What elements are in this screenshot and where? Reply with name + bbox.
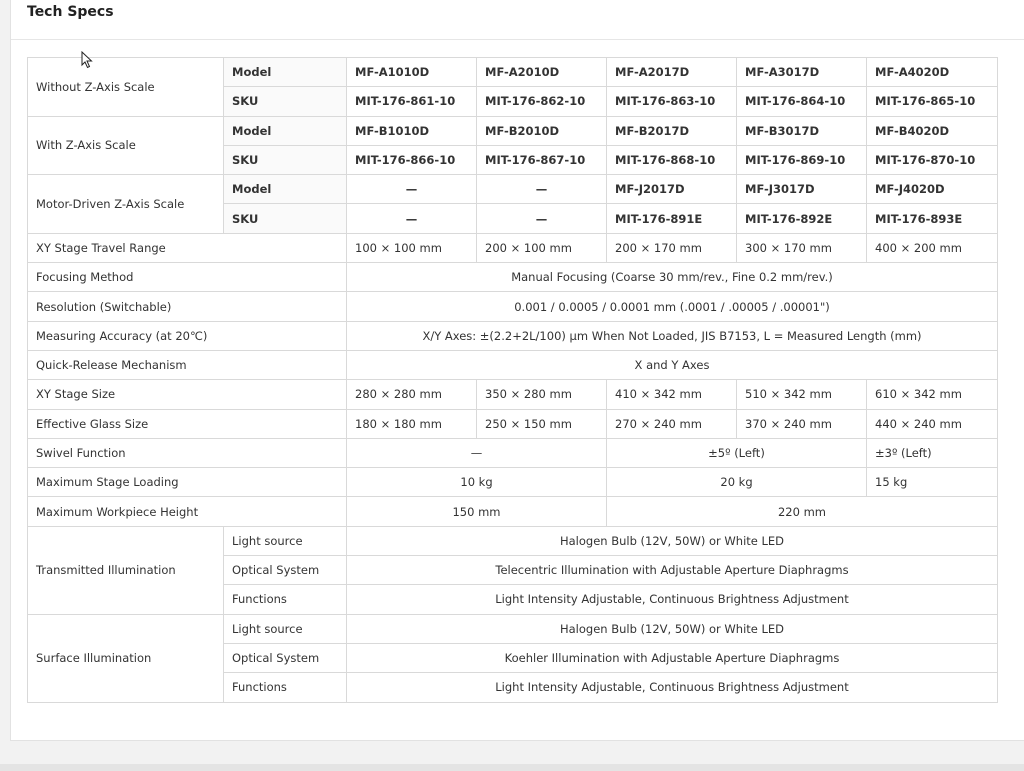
sku-cell: MIT-176-864-10 <box>737 87 867 116</box>
sub-label: Functions <box>224 673 347 702</box>
sku-label: SKU <box>224 145 347 174</box>
spec-label: Quick-Release Mechanism <box>28 350 347 379</box>
table-row <box>28 497 998 526</box>
spec-value: 200 × 100 mm <box>477 233 607 262</box>
sku-cell: — <box>477 204 607 233</box>
table-row <box>28 380 998 409</box>
spec-value: X/Y Axes: ±(2.2+2L/100) µm When Not Loaded, JIS B7153, L = Measured Length (mm) <box>347 321 998 350</box>
spec-value: 280 × 280 mm <box>347 380 477 409</box>
sub-label: Light source <box>224 526 347 555</box>
spec-value: 180 × 180 mm <box>347 409 477 438</box>
spec-value: 610 × 342 mm <box>867 380 998 409</box>
sub-label: Optical System <box>224 556 347 585</box>
model-cell: — <box>347 175 477 204</box>
spec-value: 200 × 170 mm <box>607 233 737 262</box>
spec-value: Manual Focusing (Coarse 30 mm/rev., Fine 0.2 mm/rev.) <box>347 263 998 292</box>
model-cell: MF-A2017D <box>607 58 737 87</box>
spec-label: XY Stage Size <box>28 380 347 409</box>
spec-value: ±5º (Left) <box>607 438 867 467</box>
table-row <box>28 614 998 643</box>
table-row <box>28 175 998 204</box>
spec-value: ±3º (Left) <box>867 438 998 467</box>
sku-cell: MIT-176-867-10 <box>477 145 607 174</box>
spec-value: 100 × 100 mm <box>347 233 477 262</box>
spec-label: Maximum Stage Loading <box>28 468 347 497</box>
sku-cell: MIT-176-891E <box>607 204 737 233</box>
spec-label: Maximum Workpiece Height <box>28 497 347 526</box>
specs-table <box>27 57 998 703</box>
table-row <box>28 409 998 438</box>
spec-value: 10 kg <box>347 468 607 497</box>
spec-value: 400 × 200 mm <box>867 233 998 262</box>
spec-value: 220 mm <box>607 497 998 526</box>
sku-cell: MIT-176-865-10 <box>867 87 998 116</box>
sku-cell: MIT-176-869-10 <box>737 145 867 174</box>
model-cell: MF-A3017D <box>737 58 867 87</box>
model-label: Model <box>224 175 347 204</box>
model-label: Model <box>224 116 347 145</box>
table-row <box>28 233 998 262</box>
model-cell: MF-J4020D <box>867 175 998 204</box>
spec-value: 510 × 342 mm <box>737 380 867 409</box>
group-label-with-z: With Z-Axis Scale <box>28 116 224 175</box>
table-row <box>28 263 998 292</box>
table-row <box>28 350 998 379</box>
section-title: Tech Specs <box>27 4 114 20</box>
spec-value: 350 × 280 mm <box>477 380 607 409</box>
table-row <box>28 321 998 350</box>
model-cell: MF-J3017D <box>737 175 867 204</box>
spec-value: 410 × 342 mm <box>607 380 737 409</box>
model-cell: — <box>477 175 607 204</box>
spec-value: 300 × 170 mm <box>737 233 867 262</box>
spec-label: Resolution (Switchable) <box>28 292 347 321</box>
group-label-motor-z: Motor-Driven Z-Axis Scale <box>28 175 224 234</box>
spec-value: X and Y Axes <box>347 350 998 379</box>
model-cell: MF-B1010D <box>347 116 477 145</box>
model-cell: MF-A1010D <box>347 58 477 87</box>
model-cell: MF-A2010D <box>477 58 607 87</box>
table-row <box>28 292 998 321</box>
sku-cell: MIT-176-868-10 <box>607 145 737 174</box>
spec-label: Swivel Function <box>28 438 347 467</box>
tech-specs-header <box>11 0 1024 40</box>
spec-value: 20 kg <box>607 468 867 497</box>
group-label-without-z: Without Z-Axis Scale <box>28 58 224 117</box>
group-label-surface: Surface Illumination <box>28 614 224 702</box>
table-row <box>28 58 998 87</box>
sku-cell: — <box>347 204 477 233</box>
spec-value: — <box>347 438 607 467</box>
spec-value: Halogen Bulb (12V, 50W) or White LED <box>347 526 998 555</box>
model-cell: MF-B4020D <box>867 116 998 145</box>
table-row <box>28 438 998 467</box>
spec-label: Measuring Accuracy (at 20℃) <box>28 321 347 350</box>
sku-cell: MIT-176-862-10 <box>477 87 607 116</box>
model-cell: MF-J2017D <box>607 175 737 204</box>
spec-value: Light Intensity Adjustable, Continuous Brightness Adjustment <box>347 673 998 702</box>
model-cell: MF-B2010D <box>477 116 607 145</box>
spec-label: Focusing Method <box>28 263 347 292</box>
sku-cell: MIT-176-866-10 <box>347 145 477 174</box>
spec-label: Effective Glass Size <box>28 409 347 438</box>
spec-value: 270 × 240 mm <box>607 409 737 438</box>
table-row <box>28 116 998 145</box>
model-cell: MF-B2017D <box>607 116 737 145</box>
sub-label: Optical System <box>224 643 347 672</box>
sku-cell: MIT-176-893E <box>867 204 998 233</box>
page-bottom-divider <box>0 764 1024 771</box>
spec-label: XY Stage Travel Range <box>28 233 347 262</box>
sub-label: Functions <box>224 585 347 614</box>
spec-value: Telecentric Illumination with Adjustable Aperture Diaphragms <box>347 556 998 585</box>
group-label-transmitted: Transmitted Illumination <box>28 526 224 614</box>
spec-value: Light Intensity Adjustable, Continuous Brightness Adjustment <box>347 585 998 614</box>
spec-value: 0.001 / 0.0005 / 0.0001 mm (.0001 / .00005 / .00001") <box>347 292 998 321</box>
sku-cell: MIT-176-892E <box>737 204 867 233</box>
sku-label: SKU <box>224 204 347 233</box>
model-cell: MF-B3017D <box>737 116 867 145</box>
spec-value: 150 mm <box>347 497 607 526</box>
sku-cell: MIT-176-863-10 <box>607 87 737 116</box>
table-row <box>28 468 998 497</box>
spec-value: 15 kg <box>867 468 998 497</box>
table-row <box>28 526 998 555</box>
mouse-pointer-icon <box>81 51 93 69</box>
spec-value: Koehler Illumination with Adjustable Aperture Diaphragms <box>347 643 998 672</box>
spec-value: 370 × 240 mm <box>737 409 867 438</box>
spec-value: Halogen Bulb (12V, 50W) or White LED <box>347 614 998 643</box>
sku-cell: MIT-176-870-10 <box>867 145 998 174</box>
sku-label: SKU <box>224 87 347 116</box>
model-cell: MF-A4020D <box>867 58 998 87</box>
sub-label: Light source <box>224 614 347 643</box>
spec-value: 250 × 150 mm <box>477 409 607 438</box>
spec-value: 440 × 240 mm <box>867 409 998 438</box>
model-label: Model <box>224 58 347 87</box>
sku-cell: MIT-176-861-10 <box>347 87 477 116</box>
